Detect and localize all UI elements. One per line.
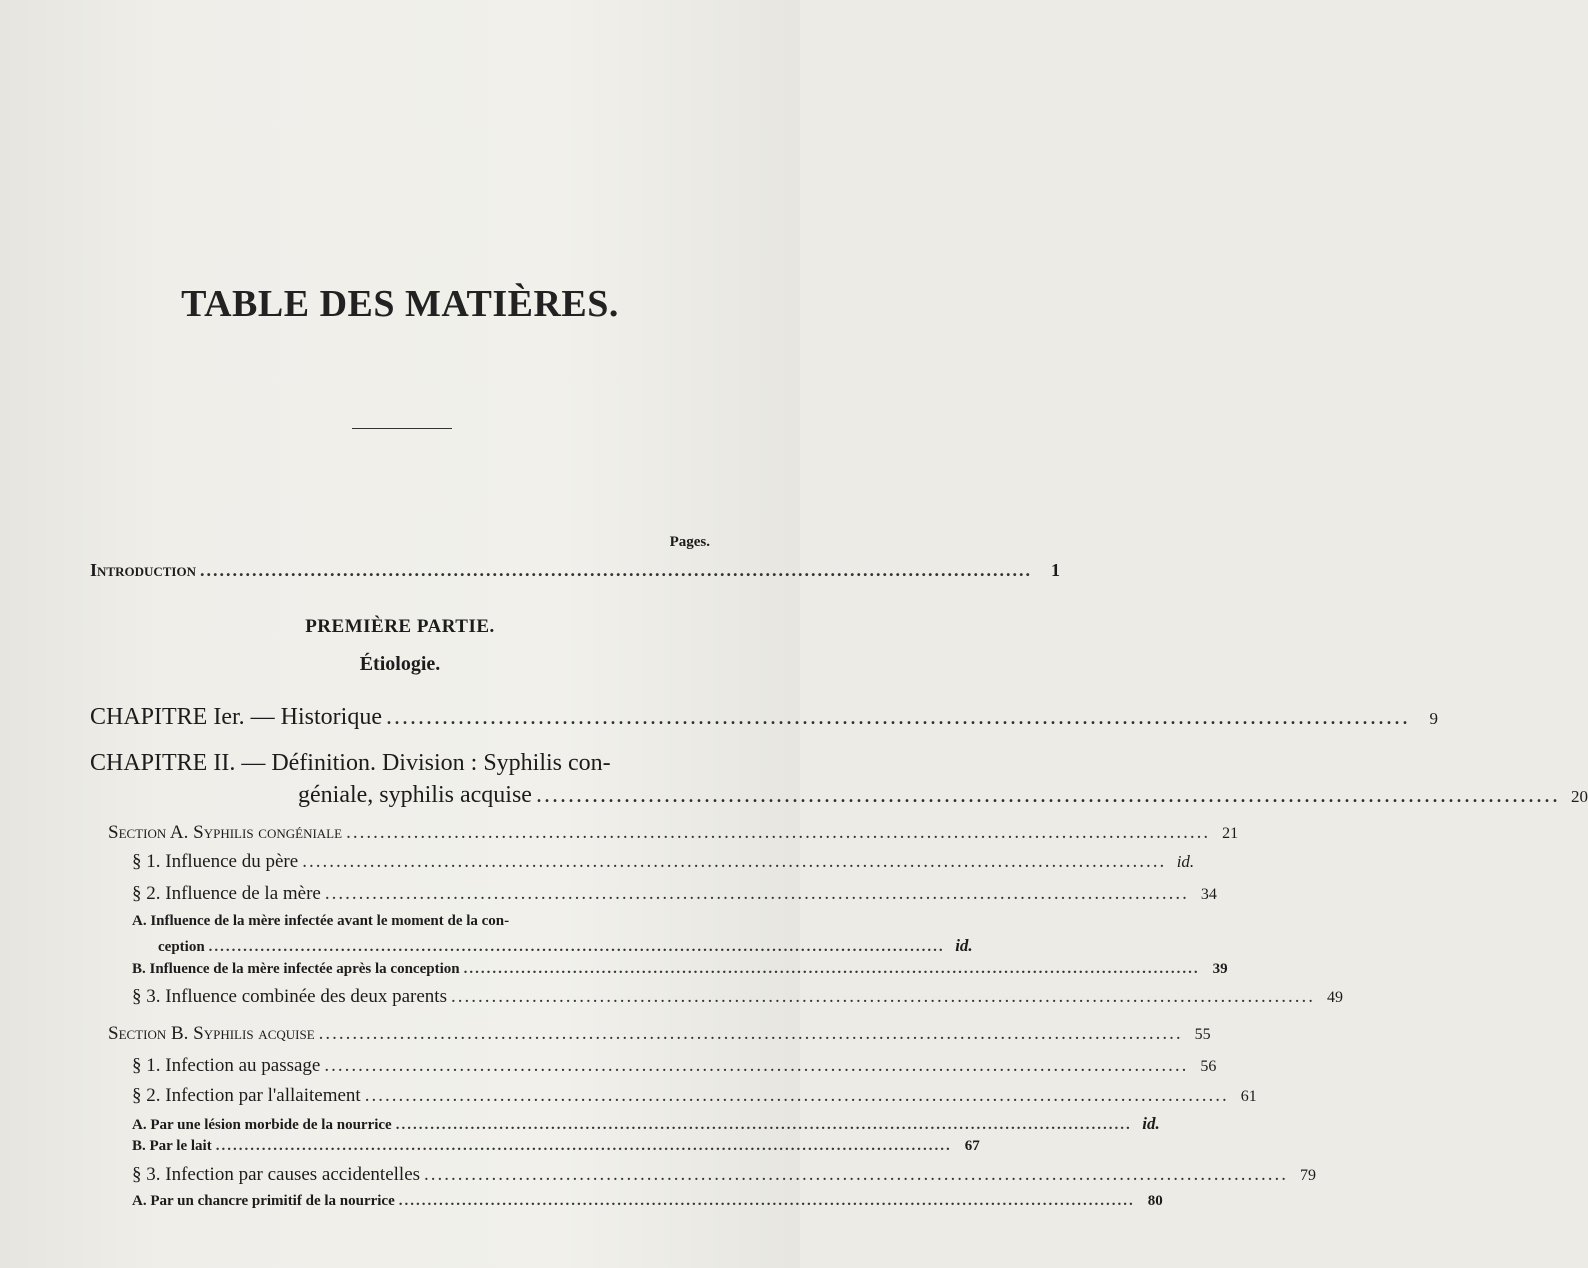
toc-entry-label: § 2. Infection par l'allaitement	[132, 1085, 361, 1106]
toc-entry-a2a-line1: A. Influence de la mère infectée avant le moment de la con-	[132, 913, 510, 929]
leader-dots: ................................................................................................................................	[364, 1085, 1229, 1106]
toc-entry-page: 80	[1147, 1193, 1163, 1209]
toc-entry-label: Section A. Syphilis congéniale	[108, 822, 343, 843]
toc-entry-b1	[132, 1055, 1217, 1077]
toc-entry-label: § 3. Infection par causes accidentelles	[132, 1164, 421, 1185]
part-heading: PREMIÈRE PARTIE.	[305, 616, 495, 637]
toc-entry-section-b	[108, 1023, 1211, 1045]
toc-entry-page: 39	[1212, 961, 1228, 977]
toc-entry-page: 79	[1300, 1167, 1317, 1184]
leader-dots: ................................................................................................................................	[463, 961, 1200, 977]
toc-entry-page: 34	[1200, 886, 1217, 903]
toc-entry-page: 21	[1222, 825, 1239, 842]
toc-entry-chapter-2-line1: CHAPITRE II. — Définition. Division : Syphilis con-	[90, 750, 611, 776]
leader-dots: ................................................................................................................................	[324, 883, 1189, 904]
part-subheading: Étiologie.	[359, 653, 441, 675]
toc-entry-introduction	[90, 560, 1060, 581]
toc-entry-label: B. Influence de la mère infectée après la conception	[132, 961, 460, 977]
toc-entry-label: B. Par le lait	[132, 1138, 212, 1154]
toc-entry-label: CHAPITRE Ier. — Historique	[90, 704, 382, 730]
toc-entry-label: A. Par un chancre primitif de la nourrice	[132, 1193, 395, 1209]
toc-entry-page: id.	[1142, 1114, 1160, 1133]
toc-entry-chapter-2-line2	[298, 782, 1588, 809]
toc-entry-page: 67	[964, 1138, 980, 1154]
toc-entry-b3	[132, 1164, 1317, 1186]
toc-entry-label: Introduction	[90, 560, 196, 580]
toc-entry-page: id.	[1176, 852, 1195, 871]
toc-entry-label: ception	[158, 939, 205, 955]
toc-entry-page: 49	[1326, 989, 1343, 1006]
toc-entry-label: géniale, syphilis acquise	[298, 782, 532, 808]
leader-dots: ................................................................................................................................	[318, 1023, 1183, 1044]
toc-entry-b2b	[132, 1138, 980, 1155]
leader-dots: ................................................................................................................................	[208, 939, 945, 955]
toc-entry-label: A. Par une lésion morbide de la nourrice	[132, 1117, 392, 1133]
leader-dots: ................................................................................................................................	[535, 782, 1560, 808]
page-title: TABLE DES MATIÈRES.	[181, 283, 619, 325]
toc-entry-section-a	[108, 822, 1239, 844]
toc-entry-page: 20	[1570, 787, 1588, 806]
toc-entry-b3a	[132, 1193, 1163, 1210]
pages-column-label: Pages.	[669, 534, 710, 550]
toc-entry-label: § 3. Influence combinée des deux parents	[132, 986, 447, 1007]
toc-entry-page: 61	[1240, 1088, 1257, 1105]
toc-entry-page: 55	[1194, 1026, 1211, 1043]
leader-dots: ................................................................................................................................	[302, 851, 1167, 872]
leader-dots: ................................................................................................................................	[215, 1138, 952, 1154]
toc-entry-label: § 1. Influence du père	[132, 851, 299, 872]
toc-entry-a2a-line2	[158, 936, 973, 956]
toc-entry-chapter-1	[90, 704, 1438, 731]
leader-dots: ................................................................................................................................	[324, 1055, 1189, 1076]
title-rule	[352, 428, 452, 429]
leader-dots: ................................................................................................................................	[424, 1164, 1289, 1185]
toc-entry-page: 1	[1050, 560, 1060, 580]
leader-dots: ................................................................................................................................	[346, 822, 1211, 843]
toc-entry-page: 56	[1200, 1058, 1217, 1075]
toc-entry-label: Section B. Syphilis acquise	[108, 1023, 315, 1044]
leader-dots: ................................................................................................................................	[398, 1193, 1135, 1209]
toc-entry-page: id.	[955, 936, 973, 955]
toc-entry-a1	[132, 851, 1195, 873]
toc-entry-label: § 2. Influence de la mère	[132, 883, 321, 904]
leader-dots: ................................................................................................................................	[450, 986, 1315, 1007]
toc-entry-label: § 1. Infection au passage	[132, 1055, 321, 1076]
toc-entry-page: 9	[1429, 709, 1438, 728]
toc-entry-a2b	[132, 961, 1228, 978]
leader-dots: ................................................................................................................................	[385, 704, 1410, 730]
leader-dots: ................................................................................................................................	[395, 1117, 1132, 1133]
leader-dots: ................................................................................................................................	[199, 560, 1032, 580]
toc-entry-a2	[132, 883, 1217, 905]
toc-entry-b2a	[132, 1114, 1160, 1134]
toc-entry-a3	[132, 986, 1343, 1008]
toc-entry-b2	[132, 1085, 1257, 1107]
